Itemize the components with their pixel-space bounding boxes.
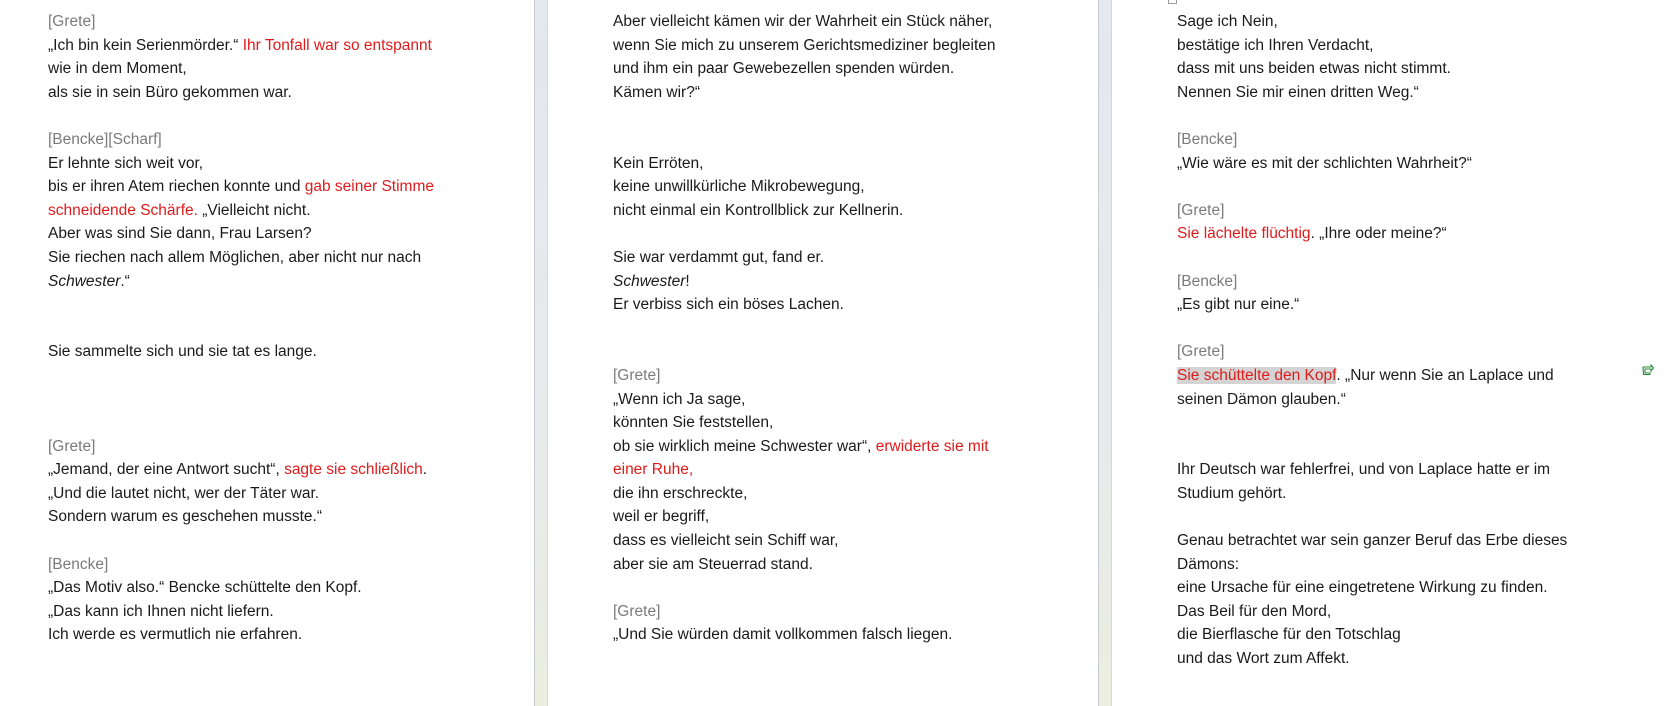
text-line[interactable] <box>1177 10 1597 34</box>
blank-line <box>1177 104 1597 128</box>
blank-line <box>1177 175 1597 199</box>
page-text-column <box>1177 10 1597 671</box>
text-line[interactable] <box>48 152 468 176</box>
text-line[interactable] <box>1177 293 1597 317</box>
highlighted-action-text: Sie lächelte flüchtig <box>1177 225 1311 243</box>
highlighted-action-text: schneidende Schärfe. <box>48 201 198 219</box>
blank-line <box>48 364 468 388</box>
blank-line <box>1177 505 1597 529</box>
text-line[interactable] <box>1177 482 1597 506</box>
text-run: wenn Sie mich zu unserem Gerichtsmediziner begleiten <box>613 36 996 54</box>
text-run: nicht einmal ein Kontrollblick zur Kellnerin. <box>613 201 904 219</box>
text-run: „Vielleicht nicht. <box>197 201 311 219</box>
text-run: „Wie wäre es mit der schlichten Wahrheit?“ <box>1177 154 1472 172</box>
text-line[interactable] <box>48 270 468 294</box>
speaker-tag: [Grete] <box>613 602 661 620</box>
text-line[interactable] <box>613 435 1033 459</box>
text-run: Kein Erröten, <box>613 154 704 172</box>
blank-line <box>1177 246 1597 270</box>
text-run: seinen Dämon glauben.“ <box>1177 390 1346 408</box>
highlighted-action-text: erwiderte sie mit <box>875 437 989 455</box>
text-run: „Es gibt nur eine.“ <box>1177 296 1300 314</box>
blank-line <box>613 340 1033 364</box>
text-line[interactable] <box>1177 388 1597 412</box>
text-line[interactable] <box>613 529 1033 553</box>
blank-line <box>613 128 1033 152</box>
text-line[interactable] <box>1177 458 1597 482</box>
text-run: könnten Sie feststellen, <box>613 414 774 432</box>
text-run: und ihm ein paar Gewebezellen spenden würden. <box>613 60 955 78</box>
speaker-tag: [Bencke] <box>1177 272 1238 290</box>
text-run: . <box>422 461 428 479</box>
text-run: Er lehnte sich weit vor, <box>48 154 204 172</box>
text-line[interactable] <box>613 411 1033 435</box>
text-line[interactable] <box>48 246 468 270</box>
text-line[interactable] <box>1177 364 1597 388</box>
text-run: aber sie am Steuerrad stand. <box>613 555 813 573</box>
text-run: .“ <box>120 272 130 290</box>
text-line[interactable] <box>48 340 468 364</box>
text-run: die Bierflasche für den Totschlag <box>1177 626 1401 644</box>
blank-line <box>1177 317 1597 341</box>
text-run: weil er begriff, <box>613 508 710 526</box>
blank-line <box>613 104 1033 128</box>
blank-line <box>48 411 468 435</box>
text-line[interactable] <box>613 388 1033 412</box>
text-run: . „Nur wenn Sie an Laplace und <box>1336 366 1554 384</box>
text-run: Kämen wir?“ <box>613 83 700 101</box>
speaker-tag: [Bencke] <box>48 555 109 573</box>
blank-line <box>613 576 1033 600</box>
page-text-column <box>613 10 1033 647</box>
blank-line <box>1177 435 1597 459</box>
blank-line <box>48 104 468 128</box>
text-run: . „Ihre oder meine?“ <box>1310 225 1447 243</box>
blank-line <box>613 317 1033 341</box>
text-run: dass es vielleicht sein Schiff war, <box>613 532 839 550</box>
italic-text: Schwester <box>613 272 686 290</box>
text-run: „Und Sie würden damit vollkommen falsch liegen. <box>613 626 953 644</box>
text-run: Genau betrachtet war sein ganzer Beruf das Erbe dieses <box>1177 532 1568 550</box>
text-run: Sondern warum es geschehen musste.“ <box>48 508 322 526</box>
speaker-tag: [Grete] <box>1177 343 1225 361</box>
text-line[interactable] <box>1177 222 1597 246</box>
text-line[interactable] <box>48 600 468 624</box>
text-run: Sie riechen nach allem Möglichen, aber nicht nur nach <box>48 248 422 266</box>
text-run: als sie in sein Büro gekommen war. <box>48 83 292 101</box>
text-line[interactable] <box>48 34 468 58</box>
italic-text: Schwester <box>48 272 121 290</box>
text-line[interactable] <box>613 246 1033 270</box>
blank-line <box>48 529 468 553</box>
text-run: bestätige ich Ihren Verdacht, <box>1177 36 1374 54</box>
document-page-3[interactable] <box>1112 0 1668 706</box>
document-page-1[interactable] <box>0 0 534 706</box>
text-line[interactable] <box>613 10 1033 34</box>
text-line[interactable] <box>48 222 468 246</box>
text-run: bis er ihren Atem riechen konnte und <box>48 178 305 196</box>
text-line[interactable] <box>613 81 1033 105</box>
text-line[interactable] <box>48 458 468 482</box>
text-line[interactable] <box>613 293 1033 317</box>
text-line[interactable] <box>1177 529 1597 553</box>
text-line[interactable] <box>613 270 1033 294</box>
text-line[interactable] <box>613 199 1033 223</box>
text-line[interactable] <box>1177 553 1597 577</box>
speaker-tag: [Grete] <box>1177 201 1225 219</box>
text-line[interactable] <box>613 152 1033 176</box>
highlighted-action-text: sagte sie schließlich <box>284 461 423 479</box>
text-run: Das Beil für den Mord, <box>1177 602 1332 620</box>
text-line[interactable] <box>613 623 1033 647</box>
text-line[interactable] <box>48 175 468 199</box>
text-line[interactable] <box>1177 623 1597 647</box>
text-run: und das Wort zum Affekt. <box>1177 650 1350 668</box>
speaker-tag: [Bencke] <box>1177 130 1238 148</box>
blank-line <box>48 317 468 341</box>
text-run: Dämons: <box>1177 555 1240 573</box>
document-page-2[interactable] <box>548 0 1098 706</box>
highlighted-action-text: Sie schüttelte den Kopf <box>1177 366 1337 384</box>
text-run: Sage ich Nein, <box>1177 13 1278 30</box>
text-run: die ihn erschreckte, <box>613 484 748 502</box>
text-line[interactable] <box>1177 600 1597 624</box>
text-line[interactable] <box>1177 152 1597 176</box>
text-line[interactable] <box>1177 81 1597 105</box>
text-run: eine Ursache für eine eingetretene Wirkung zu finden. <box>1177 579 1548 597</box>
text-line[interactable] <box>613 34 1033 58</box>
text-line[interactable] <box>48 81 468 105</box>
text-run: „Das kann ich Ihnen nicht liefern. <box>48 602 274 620</box>
speaker-tag: [Grete] <box>48 13 96 30</box>
text-run: „Wenn ich Ja sage, <box>613 390 746 408</box>
text-run: keine unwillkürliche Mikrobewegung, <box>613 178 865 196</box>
page-text-column <box>48 10 468 647</box>
speaker-tag: [Grete] <box>613 366 661 384</box>
text-line[interactable] <box>48 482 468 506</box>
text-line[interactable] <box>1177 647 1597 671</box>
text-run: Aber was sind Sie dann, Frau Larsen? <box>48 225 312 243</box>
page-corner-mark <box>1168 0 1177 4</box>
page-gutter <box>1098 0 1112 706</box>
text-run: Nennen Sie mir einen dritten Weg.“ <box>1177 83 1419 101</box>
highlighted-action-text: gab seiner Stimme <box>304 178 434 196</box>
text-run: Studium gehört. <box>1177 484 1287 502</box>
text-run: Ihr Deutsch war fehlerfrei, und von Laplace hatte er im <box>1177 461 1551 479</box>
text-line[interactable] <box>1177 34 1597 58</box>
text-run: Sie war verdammt gut, fand er. <box>613 248 825 266</box>
text-line[interactable] <box>613 482 1033 506</box>
text-run: dass mit uns beiden etwas nicht stimmt. <box>1177 60 1451 78</box>
text-line[interactable] <box>613 175 1033 199</box>
text-line[interactable] <box>1177 57 1597 81</box>
text-line[interactable] <box>48 623 468 647</box>
text-line[interactable] <box>613 458 1033 482</box>
text-run: Er verbiss sich ein böses Lachen. <box>613 296 844 314</box>
blank-line <box>613 222 1033 246</box>
blank-line <box>1177 411 1597 435</box>
text-line[interactable] <box>613 57 1033 81</box>
text-run: ! <box>685 272 690 290</box>
text-run: „Jemand, der eine Antwort sucht“, <box>48 461 285 479</box>
text-run: Aber vielleicht kämen wir der Wahrheit ein Stück näher, <box>613 13 993 30</box>
text-line[interactable] <box>1177 576 1597 600</box>
speaker-tag: [Grete] <box>48 437 96 455</box>
blank-line <box>48 293 468 317</box>
text-line[interactable] <box>48 199 468 223</box>
text-run: Ich werde es vermutlich nie erfahren. <box>48 626 303 644</box>
highlighted-action-text: Ihr Tonfall war so entspannt <box>242 36 432 54</box>
highlighted-action-text: einer Ruhe, <box>613 461 694 479</box>
speaker-tag: [Bencke][Scharf] <box>48 130 162 148</box>
text-line[interactable] <box>48 57 468 81</box>
text-line[interactable] <box>48 576 468 600</box>
page-gutter <box>534 0 548 706</box>
text-run: ob sie wirklich meine Schwester war“, <box>613 437 876 455</box>
comment-reply-icon[interactable] <box>1642 364 1654 376</box>
text-line[interactable] <box>48 505 468 529</box>
text-run: Sie sammelte sich und sie tat es lange. <box>48 343 317 361</box>
text-run: „Das Motiv also.“ Bencke schüttelte den Kopf. <box>48 579 362 597</box>
text-line[interactable] <box>613 505 1033 529</box>
blank-line <box>48 388 468 412</box>
text-line[interactable] <box>613 553 1033 577</box>
text-run: „Ich bin kein Serienmörder.“ <box>48 36 243 54</box>
text-run: wie in dem Moment, <box>48 60 187 78</box>
text-run: „Und die lautet nicht, wer der Täter war. <box>48 484 320 502</box>
